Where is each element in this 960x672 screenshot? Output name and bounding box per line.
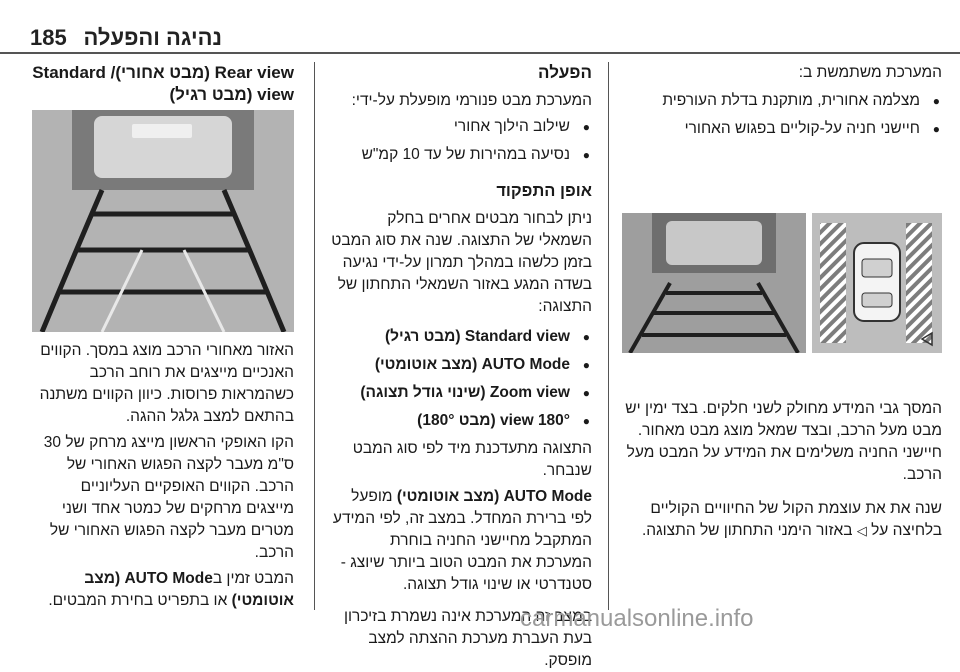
list-item: ● 180° view (מבט 180°)	[330, 410, 592, 432]
rear-view-heading: Rear view (מבט אחורי)/ Standard view (מבט רגיל)	[32, 63, 294, 104]
view-update-note: התצוגה מתעדכנת מיד לפי סוג המבט שנבחר.	[352, 440, 592, 479]
horizontal-lines-description: הקו האופקי הראשון מייצג מרחק של 30 ס"מ מעבר לקצה הפגוש האחורי של הרכב. הקווים האופקיים העליוניים מייצגים מרחקים של כמטר אחד ושני מטרים מעבר לקצה הפגוש האחורי של הרכב.	[43, 434, 294, 561]
list-item: ● נסיעה במהירות של עד 10 קמ"ש	[330, 144, 592, 166]
rear-area-description: האזור מאחורי הרכב מוצג במסך. הקווים האנכיים מייצגים את רוחב הרכב כשהמראות פרוסות. כיוון הקווים משתנה בהתאם למצב גלגל ההגה.	[39, 342, 294, 425]
list-item: ● חיישני חניה על-קוליים בפגוש האחורי	[622, 118, 942, 140]
page-number: 185	[30, 25, 67, 50]
activation-intro: המערכת מבט פנורמי מופעלת על-ידי:	[351, 92, 592, 109]
system-components-list	[622, 90, 942, 140]
activation-list	[330, 116, 592, 166]
volume-description: שנה את את עוצמת הקול של החיוויים הקוליים בלחיצה על ◁ באזור הימני התחתון של התצוגה.	[641, 500, 942, 539]
list-item: ● AUTO Mode (מצב אוטומטי)	[330, 354, 592, 376]
parking-hatch-right	[906, 223, 932, 343]
auto-mode-description: AUTO Mode (מצב אוטומטי) מופעל לפי ברירת המחדל. במצב זה, לפי המידע המתקבל מחיישני החניה בוחרת המערכת את המבט הטוב ביותר שיוצג - סטנדרטי או שינוי גודל תצוגה.	[332, 488, 592, 593]
right-column-lower	[622, 398, 942, 542]
view-options-list	[330, 326, 592, 432]
system-uses-heading: המערכת משתמשת ב:	[798, 64, 942, 81]
list-item: ● מצלמה אחורית, מותקנת בדלת העורפית	[622, 90, 942, 112]
functionality-heading: אופן התפקוד	[496, 182, 592, 200]
display-illustration	[622, 213, 942, 353]
list-item: ● Standard view (מבט רגיל)	[330, 326, 592, 348]
middle-column	[330, 62, 592, 672]
left-column	[32, 62, 294, 112]
watermark: carmanualsonline.info	[520, 605, 754, 632]
rear-camera-illustration	[32, 110, 294, 332]
column-divider	[608, 62, 609, 610]
left-column-lower	[32, 340, 294, 612]
display-description: המסך גבי המידע מחולק לשני חלקים. בצד ימין יש מבט מעל הרכב, ובצד שמאל מוצג מבט מאחור. חיישני החניה משלימים את המידע על המבט מעל הרכב.	[625, 400, 942, 483]
chapter-title: נהיגה והפעלה	[83, 25, 222, 50]
activation-heading: הפעלה	[538, 63, 592, 82]
column-divider	[314, 62, 315, 610]
car-top-icon	[854, 243, 900, 321]
memory-note: במצב זה המערכת אינה נשמרת בזיכרון בעת העברת מערכת ההצתה למצב מופסק.	[344, 608, 592, 669]
parking-hatch-left	[820, 223, 846, 343]
list-item: ● Zoom view (שינוי גודל תצוגה)	[330, 382, 592, 404]
volume-icon: ◁	[856, 523, 867, 538]
page-header	[0, 0, 960, 56]
list-item: ● שילוב הילוך אחורי	[330, 116, 592, 138]
license-plate	[132, 124, 192, 138]
availability-note: המבט זמין בAUTO Mode (מצב אוטומטי) או בתפריט בחירת המבטים.	[48, 570, 294, 609]
header-rule	[0, 52, 960, 54]
functionality-description: ניתן לבחור מבטים אחרים בחלק השמאלי של התצוגה. שנה את סוג המבט בזמן כלשהו במהלך תמרון על-ידי נגיעה בשדה המגע באזור השמאלי התחתון של התצוגה:	[331, 210, 592, 315]
right-column	[622, 62, 942, 146]
rear-car-image	[666, 221, 762, 265]
